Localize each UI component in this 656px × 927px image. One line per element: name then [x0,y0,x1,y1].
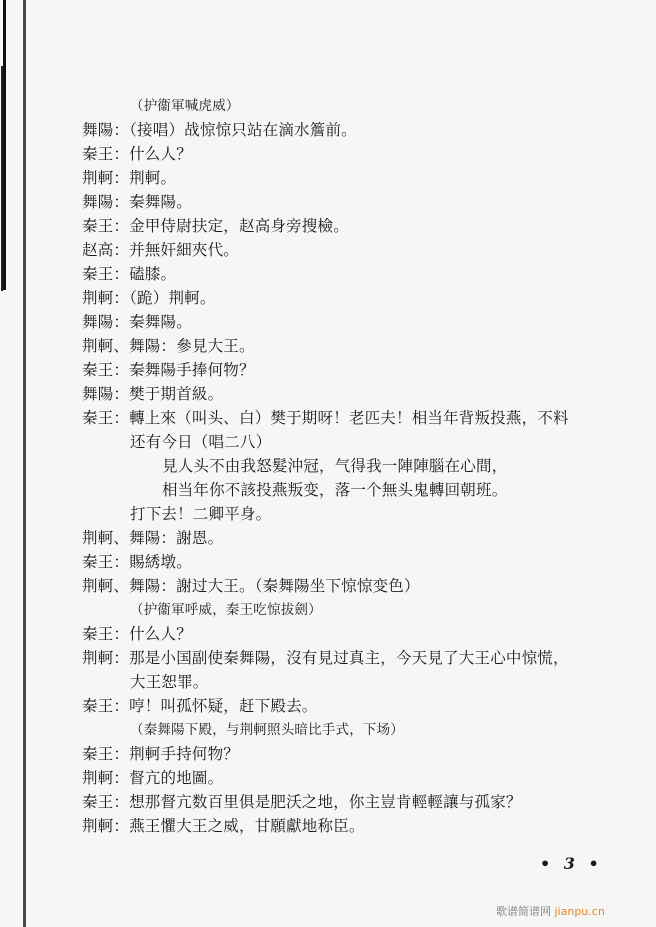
speaker-name: 荆軻： [82,817,130,835]
binding-edge-secondary [1,66,3,291]
speaker-name: 荆軻： [82,289,130,307]
speaker-name: 秦王： [82,217,130,235]
line-text: 秦舞陽手捧何物？ [129,361,255,379]
line-text: 荆軻。 [129,169,177,187]
dialogue-line [82,766,642,790]
line-text: 哼！叫孤怀疑，赶下殿去。 [129,697,318,715]
verse-line [82,478,642,502]
line-text: （秦舞陽下殿，与荆軻照头暗比手式，下场） [130,722,404,738]
dialogue-line [82,814,642,838]
line-text: 还有今日（唱二八） [130,433,272,451]
speaker-name: 秦王： [82,625,130,643]
dialogue-line [82,118,642,142]
dialogue-line [82,694,642,718]
line-text: 那是小国副使秦舞陽，沒有見过真主，今天見了大王心中惊慌， [129,649,569,667]
dialogue-line [82,334,642,358]
stage-direction [82,94,642,118]
line-text: 秦舞陽。 [129,193,192,211]
continuation-line [82,430,642,454]
line-text: 什么人？ [129,625,192,643]
line-text: （护衞軍呼威，秦王吃惊拔劍） [130,602,322,618]
stage-direction [82,598,642,622]
speaker-name: 荆軻： [82,649,130,667]
speaker-name: 秦王： [82,553,130,571]
line-text: 相当年你不該投燕叛变，落一个無头鬼轉回朝班。 [162,481,508,499]
dialogue-line [82,574,642,598]
line-text: 參見大王。 [176,337,255,355]
line-text: 樊于期首級。 [129,385,224,403]
speaker-name: 荆軻、舞陽： [82,337,177,355]
speaker-name: 秦王： [82,145,130,163]
dialogue-line [82,358,642,382]
dialogue-line [82,742,642,766]
line-text: 磕膝。 [129,265,177,283]
dialogue-line [82,550,642,574]
stage-direction [82,718,642,742]
speaker-name: 舞陽： [82,385,130,403]
watermark-url: jianpu.cn [554,905,605,918]
speaker-name: 荆軻： [82,769,130,787]
line-text: （护衞軍喊虎威） [130,98,240,114]
line-text: （接唱）战惊惊只站在滴水簷前。 [129,121,357,139]
speaker-name: 舞陽： [82,313,130,331]
dialogue-line [82,190,642,214]
line-text: 大王恕罪。 [130,673,209,691]
dialogue-line [82,790,642,814]
line-text: 賜綉墩。 [129,553,192,571]
dialogue-line [82,166,642,190]
page-number: • 3 • [540,854,603,873]
dialogue-line [82,622,642,646]
line-text: 見人头不由我怒髮沖冠，气得我一陣陣腦在心間， [162,457,508,475]
speaker-name: 秦王： [82,361,130,379]
margin-line [23,0,26,927]
line-text: 想那督亢数百里俱是肥沃之地，你主豈肯輕輕讓与孤家？ [129,793,522,811]
speaker-name: 秦王： [82,409,130,427]
dialogue-line [82,262,642,286]
line-text: 謝过大王。（秦舞陽坐下惊惊变色） [176,577,420,595]
speaker-name: 秦王： [82,697,130,715]
line-text: 并無奸細夾代。 [129,241,240,259]
speaker-name: 秦王： [82,793,130,811]
watermark [496,903,605,919]
line-text: 什么人？ [129,145,192,163]
dialogue-line [82,214,642,238]
speaker-name: 秦王： [82,745,130,763]
line-text: （跪）荆軻。 [129,289,216,307]
speaker-name: 赵高： [82,241,130,259]
continuation-line [82,502,642,526]
dialogue-line [82,286,642,310]
speaker-name: 荆軻、舞陽： [82,577,177,595]
dialogue-line [82,646,642,670]
line-text: 燕王懼大王之威，甘願獻地称臣。 [129,817,365,835]
speaker-name: 舞陽： [82,121,130,139]
dialogue-line [82,142,642,166]
line-text: 轉上來（叫头、白）樊于期呀！老匹夫！相当年背叛投燕，不料 [129,409,569,427]
line-text: 打下去！二卿平身。 [130,505,272,523]
dialogue-line [82,382,642,406]
line-text: 金甲侍尉扶定，赵高身旁搜檢。 [129,217,349,235]
speaker-name: 秦王： [82,265,130,283]
dialogue-line [82,406,642,430]
watermark-site-name: 歌谱简谱网 [496,905,551,918]
speaker-name: 荆軻、舞陽： [82,529,177,547]
binding-edge [3,0,6,290]
line-text: 荆軻手持何物？ [129,745,240,763]
dialogue-line [82,526,642,550]
dialogue-line [82,238,642,262]
line-text: 秦舞陽。 [129,313,192,331]
script-text [82,94,642,838]
continuation-line [82,670,642,694]
line-text: 督亢的地圖。 [129,769,224,787]
speaker-name: 舞陽： [82,193,130,211]
speaker-name: 荆軻： [82,169,130,187]
line-text: 謝恩。 [176,529,224,547]
verse-line [82,454,642,478]
dialogue-line [82,310,642,334]
